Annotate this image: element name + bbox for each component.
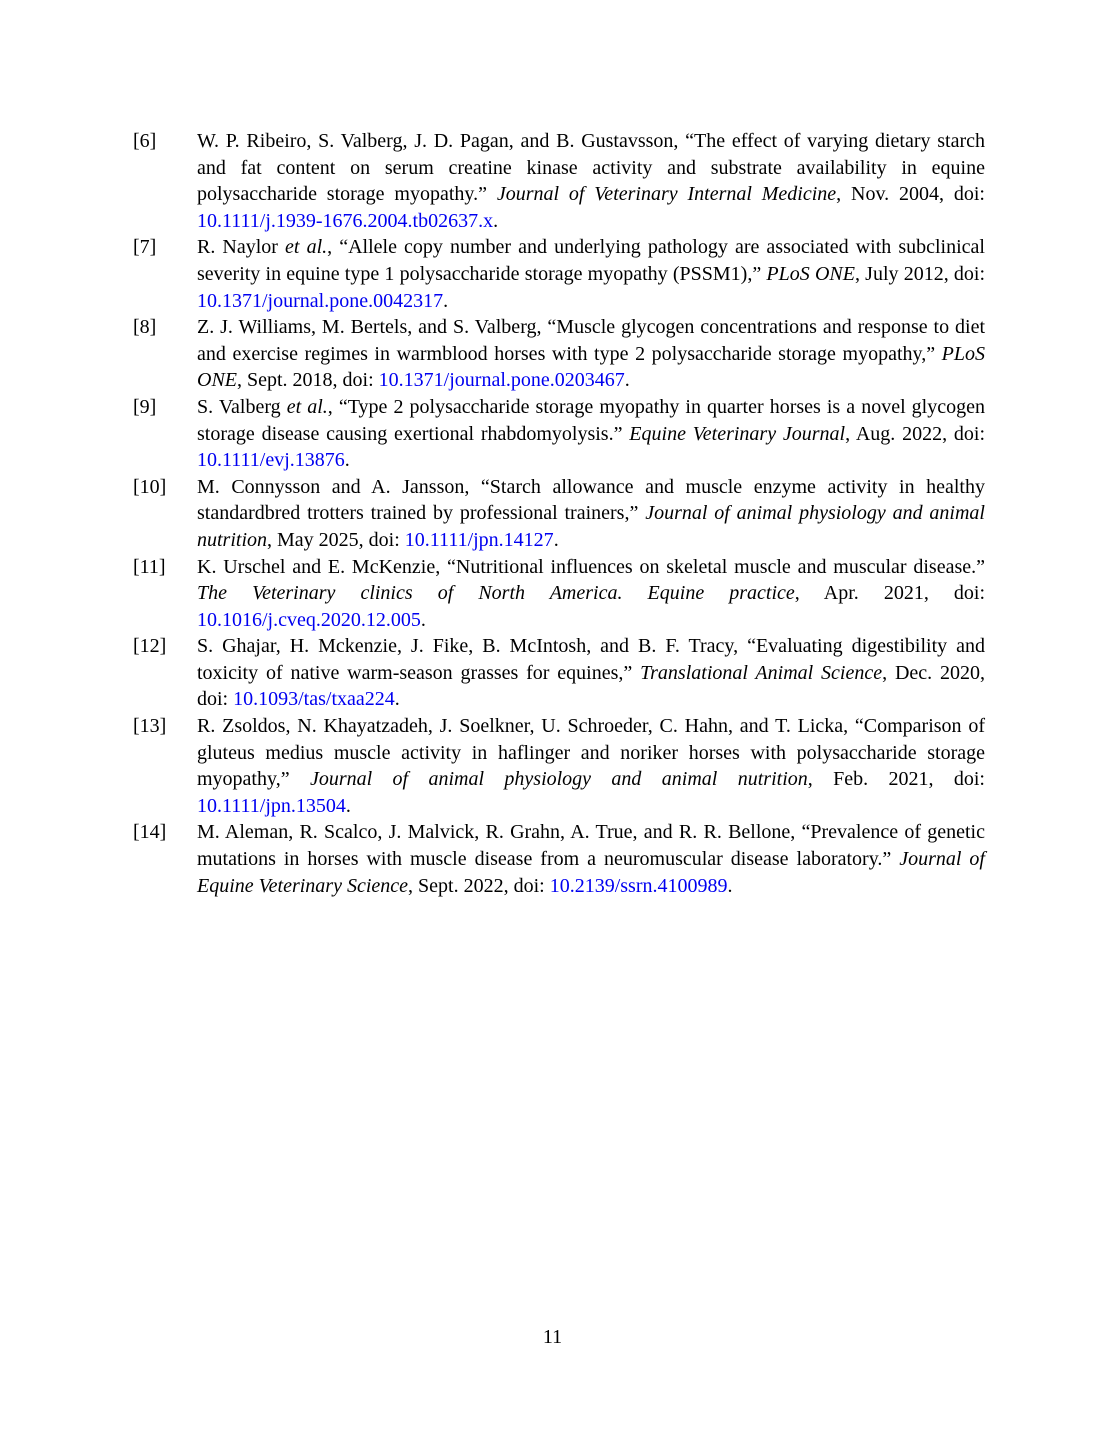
doi-link[interactable]: 10.1111/jpn.14127 xyxy=(404,528,554,551)
doi-link[interactable]: 10.2139/ssrn.4100989 xyxy=(549,874,728,897)
reference-label: [14] xyxy=(133,821,167,844)
reference-text xyxy=(197,396,985,471)
citation-text: . xyxy=(727,874,733,897)
reference-list xyxy=(133,128,985,899)
citation-text: , “Allele copy number and underlying pathology are associated with subclinical severity in equine type 1 polysaccharide storage myopathy (PSSM1),” xyxy=(197,236,985,285)
reference-text xyxy=(197,821,985,896)
citation-text: , Apr. 2021, doi: xyxy=(794,582,986,605)
citation-text: , July 2012, doi: xyxy=(854,262,986,285)
reference-entry xyxy=(133,713,985,819)
reference-text xyxy=(197,316,985,391)
citation-text: . xyxy=(420,608,426,631)
reference-text xyxy=(197,715,985,817)
citation-text: , Dec. 2020, doi: xyxy=(197,661,985,711)
citation-text: , Aug. 2022, doi: xyxy=(845,422,986,445)
reference-label: [9] xyxy=(133,395,157,418)
citation-text: , “Type 2 polysaccharide storage myopathy in quarter horses is a novel glycogen storage disease causing exertional rhabdomyolysis.” xyxy=(197,395,985,445)
citation-text: M. Aleman, R. Scalco, J. Malvick, R. Grahn, A. True, and R. R. Bellone, “Prevalence of genetic mutations in horses with muscle disease from a neuromuscular disease laboratory.” xyxy=(197,821,985,871)
journal-title: Journal of Equine Veterinary Science xyxy=(197,848,985,897)
citation-text: , Feb. 2021, doi: xyxy=(807,768,985,791)
doi-link[interactable]: 10.1371/journal.pone.0042317 xyxy=(197,289,444,312)
citation-text: . xyxy=(553,528,559,551)
citation-text: M. Connysson and A. Jansson, “Starch allowance and muscle enzyme activity in healthy standardbred trotters trained by professional trainers,” xyxy=(197,475,985,525)
citation-text: Z. J. Williams, M. Bertels, and S. Valberg, “Muscle glycogen concentrations and response to diet and exercise regimes in warmblood horses with type 2 polysaccharide storage myopathy,” xyxy=(197,316,985,365)
citation-text: K. Urschel and E. McKenzie, “Nutritional influences on skeletal muscle and muscular disease.” xyxy=(197,555,985,578)
reference-text xyxy=(197,236,985,311)
journal-title: Journal of Veterinary Internal Medicine xyxy=(496,183,837,206)
reference-label: [12] xyxy=(133,635,167,658)
citation-text: W. P. Ribeiro, S. Valberg, J. D. Pagan, and B. Gustavsson, “The effect of varying dietary starch and fat content on serum creatine kinase activity and substrate availability in equine polysaccharide storage myopathy.” xyxy=(197,130,985,206)
citation-text: . xyxy=(443,289,449,312)
citation-text: S. Valberg xyxy=(197,395,287,418)
reference-entry xyxy=(133,819,985,899)
reference-entry xyxy=(133,128,985,234)
journal-title: Equine Veterinary Journal xyxy=(629,422,846,445)
reference-label: [7] xyxy=(133,236,157,259)
reference-text xyxy=(197,556,985,631)
journal-title: PLoS ONE xyxy=(197,342,985,392)
reference-label: [10] xyxy=(133,475,167,498)
journal-title: Journal of animal physiology and animal nutrition xyxy=(309,768,808,791)
doi-link[interactable]: 10.1111/jpn.13504 xyxy=(197,794,346,817)
citation-text: . xyxy=(344,449,350,472)
citation-text: , May 2025, doi: xyxy=(267,528,405,551)
journal-title: PLoS ONE xyxy=(766,262,855,285)
citation-text: R. Zsoldos, N. Khayatzadeh, J. Soelkner, U. Schroeder, C. Hahn, and T. Licka, “Comparison of gluteus medius muscle activity in haflinger and noriker horses with polysaccharide storage myopathy,” xyxy=(197,715,985,791)
reference-entry xyxy=(133,394,985,474)
citation-text: , Sept. 2022, doi: xyxy=(408,874,550,897)
citation-text: R. Naylor xyxy=(197,236,286,259)
doi-link[interactable]: 10.1111/j.1939-1676.2004.tb02637.x xyxy=(197,209,494,232)
reference-entry xyxy=(133,474,985,554)
reference-label: [13] xyxy=(133,715,167,738)
reference-text xyxy=(197,476,985,551)
citation-text: , Sept. 2018, doi: xyxy=(237,369,379,392)
reference-text xyxy=(197,635,985,710)
doi-link[interactable]: 10.1111/evj.13876 xyxy=(197,449,345,472)
citation-text: , Nov. 2004, doi: xyxy=(836,183,985,206)
reference-entry xyxy=(133,554,985,634)
citation-text: . xyxy=(624,369,630,392)
journal-title: Translational Animal Science xyxy=(640,661,883,684)
reference-label: [6] xyxy=(133,130,157,152)
reference-label: [11] xyxy=(133,555,166,578)
citation-text: . xyxy=(394,688,400,711)
citation-text: S. Ghajar, H. Mckenzie, J. Fike, B. McIntosh, and B. F. Tracy, “Evaluating digestibility and toxicity of native warm-season grasses for equines,” xyxy=(197,635,985,684)
reference-label: [8] xyxy=(133,316,157,339)
doi-link[interactable]: 10.1371/journal.pone.0203467 xyxy=(378,369,625,392)
reference-entry xyxy=(133,234,985,314)
citation-text: . xyxy=(345,794,351,817)
doi-link[interactable]: 10.1016/j.cveq.2020.12.005 xyxy=(197,608,421,631)
journal-title: Journal of animal physiology and animal nutrition xyxy=(197,502,985,551)
page-number: 11 xyxy=(542,1326,563,1348)
doi-link[interactable]: 10.1093/tas/txaa224 xyxy=(233,688,395,711)
reference-entry xyxy=(133,314,985,394)
reference-entry xyxy=(133,633,985,713)
journal-title: The Veterinary clinics of North America. Equine practice xyxy=(197,582,795,605)
citation-text: . xyxy=(493,209,499,232)
journal-title: et al. xyxy=(286,395,328,418)
journal-title: et al. xyxy=(285,236,328,259)
reference-text xyxy=(197,130,985,232)
